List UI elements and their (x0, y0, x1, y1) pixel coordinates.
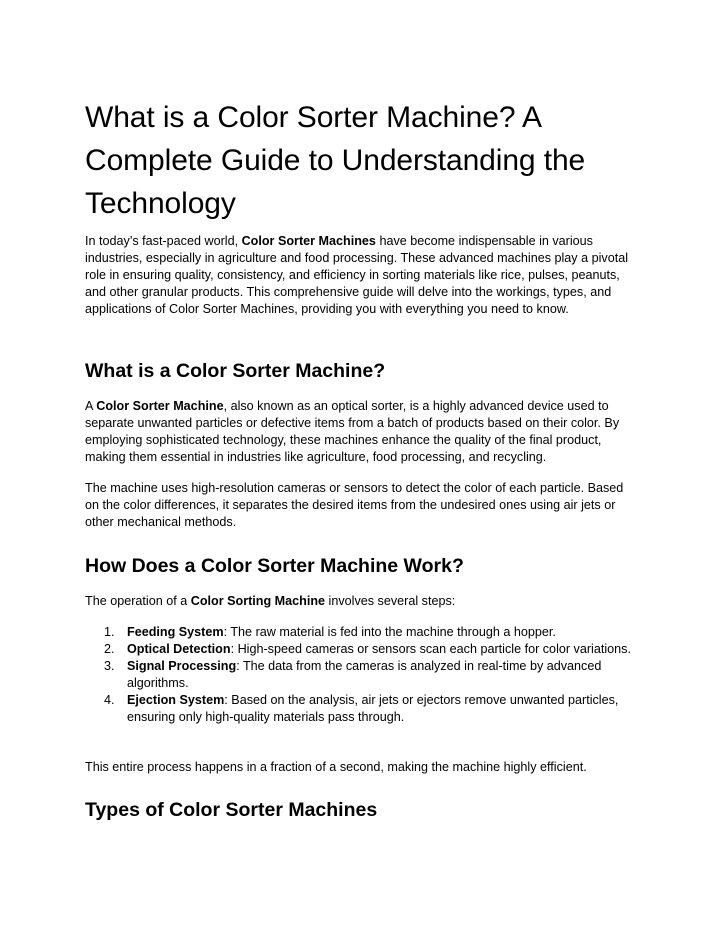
section1-p1-start: A (85, 399, 97, 413)
list-item (85, 624, 640, 641)
section1-paragraph-2: The machine uses high-resolution cameras or sensors to detect the color of each particle. Based on the color differences, it separates the desired items from the undesired ones using air jets or other mechanical methods. (85, 481, 624, 529)
section-heading-how-it-works: How Does a Color Sorter Machine Work? (85, 555, 464, 577)
section1-p1-bold-term: Color Sorter Machine (96, 399, 224, 413)
list-item-text: : Based on the analysis, air jets or ejectors remove unwanted particles, ensuring only high-quality materials pass through. (127, 693, 619, 724)
list-item-number: 4. (104, 693, 115, 707)
section1-paragraph-1 (85, 398, 640, 466)
intro-text-start: In today’s fast-paced world, (85, 234, 242, 248)
page-title: What is a Color Sorter Machine? A Complete Guide to Understanding the Technology (85, 101, 586, 220)
list-item-term: Optical Detection (127, 642, 231, 656)
list-item (85, 658, 640, 692)
list-item-term: Feeding System (127, 625, 224, 639)
section2-intro-start: The operation of a (85, 594, 191, 608)
list-item-text: : The data from the cameras is analyzed in real-time by advanced algorithms. (127, 659, 602, 690)
section2-intro-end: involves several steps: (325, 594, 456, 608)
section2-intro-bold-term: Color Sorting Machine (190, 594, 326, 608)
intro-paragraph (85, 233, 640, 318)
list-item-text: : High-speed cameras or sensors scan each particle for color variations. (230, 642, 631, 656)
section1-p1-end: , also known as an optical sorter, is a highly advanced device used to separate unwanted particles or defective items from a batch of products based on their color. By employing sophisticated technology, these machines enhance the quality of the final product, making them essential in industries like agriculture, food processing, and recycling. (85, 399, 620, 464)
list-item (85, 692, 640, 726)
section2-outro-paragraph: This entire process happens in a fraction of a second, making the machine highly efficient. (85, 760, 587, 774)
list-item-number: 1. (104, 625, 115, 639)
list-item-number: 2. (104, 642, 115, 656)
steps-list (85, 624, 640, 726)
section-heading-types: Types of Color Sorter Machines (85, 799, 378, 821)
list-item-number: 3. (104, 659, 115, 673)
list-item-term: Signal Processing (127, 659, 237, 673)
list-item-term: Ejection System (127, 693, 225, 707)
intro-text-end: have become indispensable in various industries, especially in agriculture and food processing. These advanced machines play a pivotal role in ensuring quality, consistency, and efficiency in sorting materials like rice, pulses, peanuts, and other granular products. This comprehensive guide will delve into the workings, types, and applications of Color Sorter Machines, providing you with everything you need to know. (85, 234, 629, 316)
list-item (85, 641, 640, 658)
section-heading-what-is: What is a Color Sorter Machine? (85, 360, 386, 382)
intro-bold-term: Color Sorter Machines (241, 234, 376, 248)
list-item-text: : The raw material is fed into the machine through a hopper. (223, 625, 556, 639)
section2-intro-paragraph (85, 593, 640, 610)
